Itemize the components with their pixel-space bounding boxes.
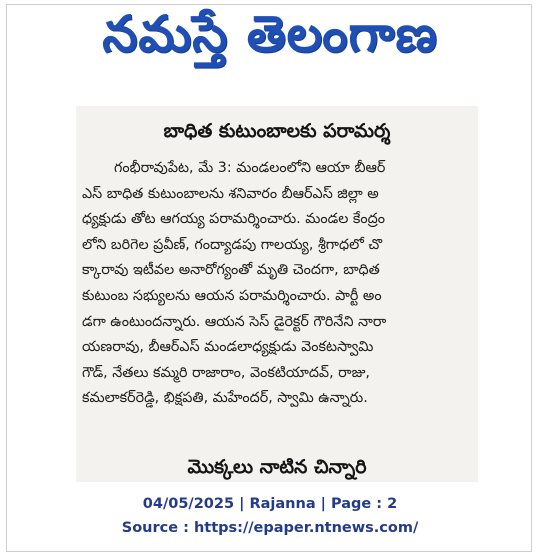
body-line: క్కారావు ఇటీవల అనారోగ్యంతో మృతి చెందగా, బాధిత xyxy=(82,262,380,279)
article-body xyxy=(82,156,474,412)
news-clipping xyxy=(76,106,478,482)
body-line: గంభీరావుపేట, మే 3: మండలంలోని ఆయా బీఆర్ xyxy=(114,160,386,176)
masthead-logo xyxy=(60,4,480,72)
body-line: ధ్యక్షుడు తోట ఆగయ్య పరామర్శించారు. మండల కేంద్రం xyxy=(82,211,385,228)
body-line: గౌడ్, నేతలు కమ్మరి రాజారాం, వెంకటియాదవ్, రాజు, xyxy=(82,364,370,381)
body-line: లోని బరిగెల ప్రవీణ్, గంద్యాడపు గాలయ్య, శ్రీగాధలో చొ xyxy=(82,236,383,253)
body-line: కమలాకర్‌రెడ్డి, భిక్షపతి, మహేందర్, స్వామి ఉన్నారు. xyxy=(82,390,368,407)
next-article-headline: మొక్కలు నాటిన చిన్నారి xyxy=(187,456,367,478)
body-line: ఎస్ బాధిత కుటుంబాలను శనివారం బీఆర్ఎస్ జిల్లా అ xyxy=(82,185,379,202)
body-line: యణరావు, బీఆర్ఎస్ మండలాధ్యక్షుడు వెంకటస్వామి xyxy=(82,339,374,356)
body-line: డగా ఉంటుందన్నారు. ఆయన సెస్ డైరెక్టర్ గౌరినేని నారా xyxy=(82,313,387,330)
article-headline: బాధిత కుటుంబాలకు పరామర్శ xyxy=(163,120,391,142)
footer-source: Source : https://epaper.ntnews.com/ xyxy=(121,520,419,536)
masthead-title: నమస్తే తెలంగాణ xyxy=(102,4,438,63)
footer xyxy=(0,492,540,540)
body-line: కుటుంబ సభ్యులను ఆయన పరామర్శించారు. పార్టీ అం xyxy=(82,287,382,304)
footer-date-edition: 04/05/2025 | Rajanna | Page : 2 xyxy=(142,496,398,512)
